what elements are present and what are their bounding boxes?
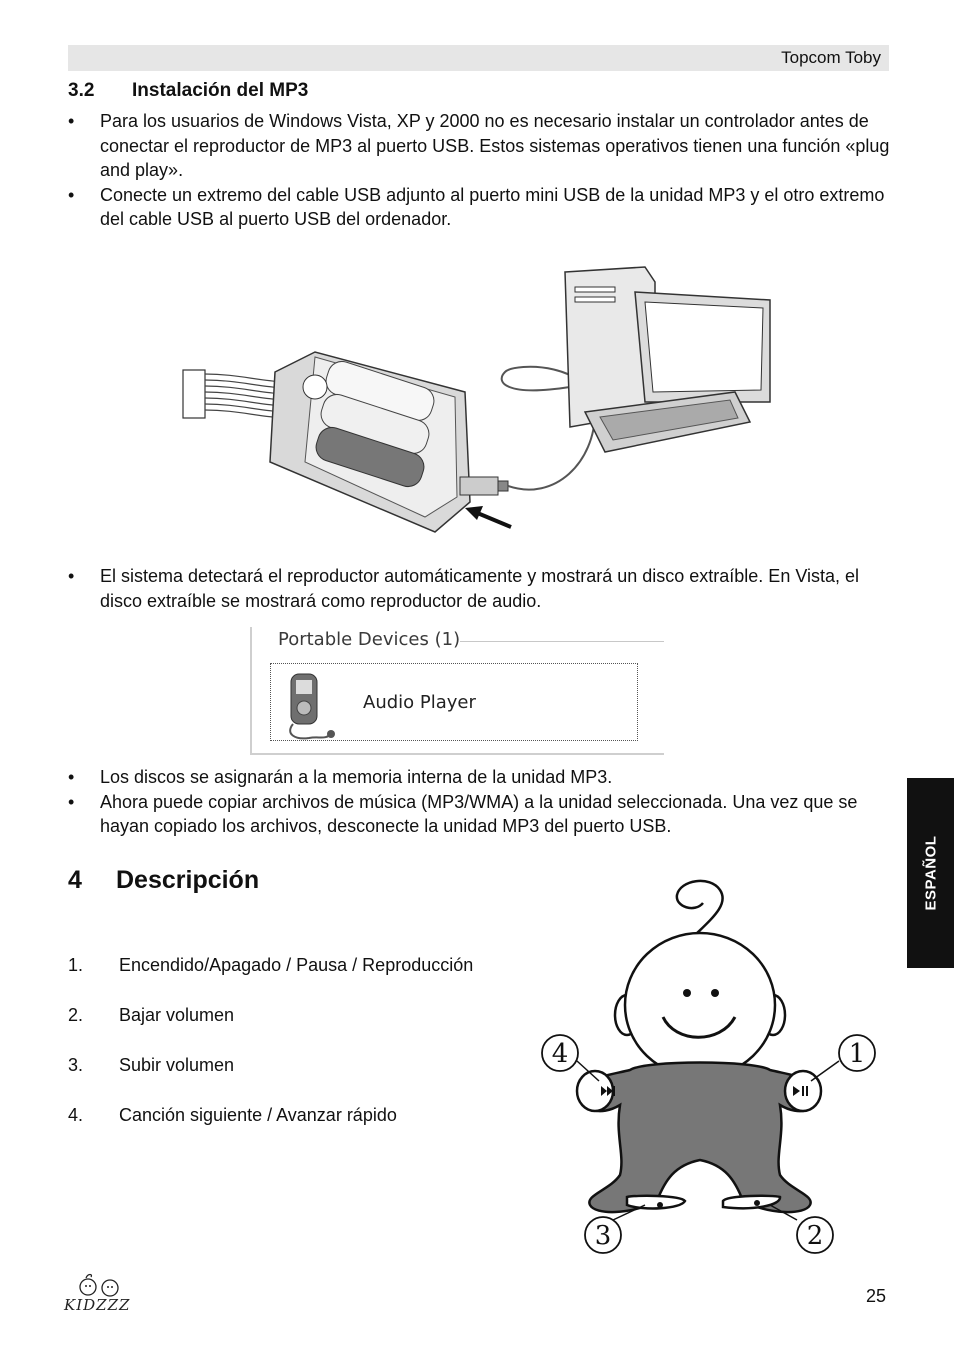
- item-number: 1.: [68, 955, 84, 975]
- list-item: • Ahora puede copiar archivos de música (MP3/WMA) a la unidad seleccionada. Una vez que se hayan copiado los archivos, desconecte la unidad MP3 del puerto USB.: [68, 790, 890, 839]
- baby-body: [582, 1063, 818, 1213]
- monitor-icon: [635, 292, 770, 402]
- audio-player-label: Audio Player: [363, 692, 476, 713]
- list-item: [68, 955, 473, 1005]
- callout-1: 1: [848, 1039, 866, 1069]
- audio-player-item[interactable]: [270, 663, 638, 741]
- callout-4: 4: [551, 1039, 569, 1069]
- list-item: • Para los usuarios de Windows Vista, XP y 2000 no es necesario instalar un controlador antes de conectar el reproductor de MP3 al puerto USB. Estos sistemas operativos tienen una función «plug and play».: [68, 109, 890, 183]
- section-title: Instalación del MP3: [132, 80, 309, 101]
- item-number: 3.: [68, 1055, 84, 1075]
- list-item: • El sistema detectará el reproductor automáticamente y mostrará un disco extraíble. En Vista, el disco extraíble se mostrará como reproductor de audio.: [68, 564, 890, 613]
- list-item: [68, 1105, 473, 1155]
- battery-unit-icon: [270, 352, 470, 532]
- section-heading-4: [68, 866, 259, 895]
- page-number: 25: [866, 1286, 887, 1306]
- section-heading-3-2: [68, 80, 308, 102]
- section-number: 4: [68, 866, 82, 894]
- callout-3: 3: [594, 1221, 612, 1251]
- item-text: Subir volumen: [119, 1055, 235, 1075]
- bullet-list-copy: [68, 765, 890, 839]
- item-text: Bajar volumen: [119, 1005, 235, 1025]
- list-item: [68, 1005, 473, 1055]
- header-brand: Topcom Toby: [781, 48, 881, 67]
- section-title: Descripción: [116, 866, 260, 894]
- item-number: 4.: [68, 1105, 84, 1125]
- section-number: 3.2: [68, 80, 95, 101]
- baby-player-figure: [535, 875, 880, 1260]
- usb-plug-icon: [460, 477, 508, 495]
- item-text: Canción siguiente / Avanzar rápido: [119, 1105, 397, 1125]
- devices-panel-rule: [460, 641, 664, 642]
- list-item: • Los discos se asignarán a la memoria interna de la unidad MP3.: [68, 765, 890, 790]
- header-bar: [68, 45, 889, 71]
- item-number: 2.: [68, 1005, 84, 1025]
- language-tab-label: ESPAÑOL: [922, 835, 939, 911]
- usb-connection-illustration: [175, 262, 775, 542]
- volume-up-dot: [754, 1200, 760, 1206]
- bullet-list-detect: [68, 564, 890, 613]
- logo-faces-icon: [62, 1272, 138, 1298]
- list-item: • Conecte un extremo del cable USB adjunto al puerto mini USB de la unidad MP3 y el otro extremo del cable USB al puerto USB del ordenador.: [68, 183, 890, 232]
- item-text: Encendido/Apagado / Pausa / Reproducción: [119, 955, 474, 975]
- hair-curl: [677, 881, 723, 940]
- devices-panel-title: Portable Devices (1): [278, 629, 461, 650]
- baby-head: [625, 933, 775, 1077]
- arrow-icon: [465, 506, 511, 527]
- logo-text: KIDZZZ: [64, 1296, 131, 1314]
- bullet-list-install: [68, 109, 890, 232]
- ribbon-cable-icon: [183, 370, 283, 418]
- list-item: [68, 1055, 473, 1105]
- description-list: [68, 955, 473, 1155]
- callout-2: 2: [806, 1221, 824, 1251]
- volume-down-dot: [657, 1202, 663, 1208]
- kidzzz-logo: [62, 1272, 138, 1316]
- language-side-tab: [907, 778, 954, 968]
- audio-player-icon: [275, 664, 345, 744]
- portable-devices-panel: [250, 627, 664, 755]
